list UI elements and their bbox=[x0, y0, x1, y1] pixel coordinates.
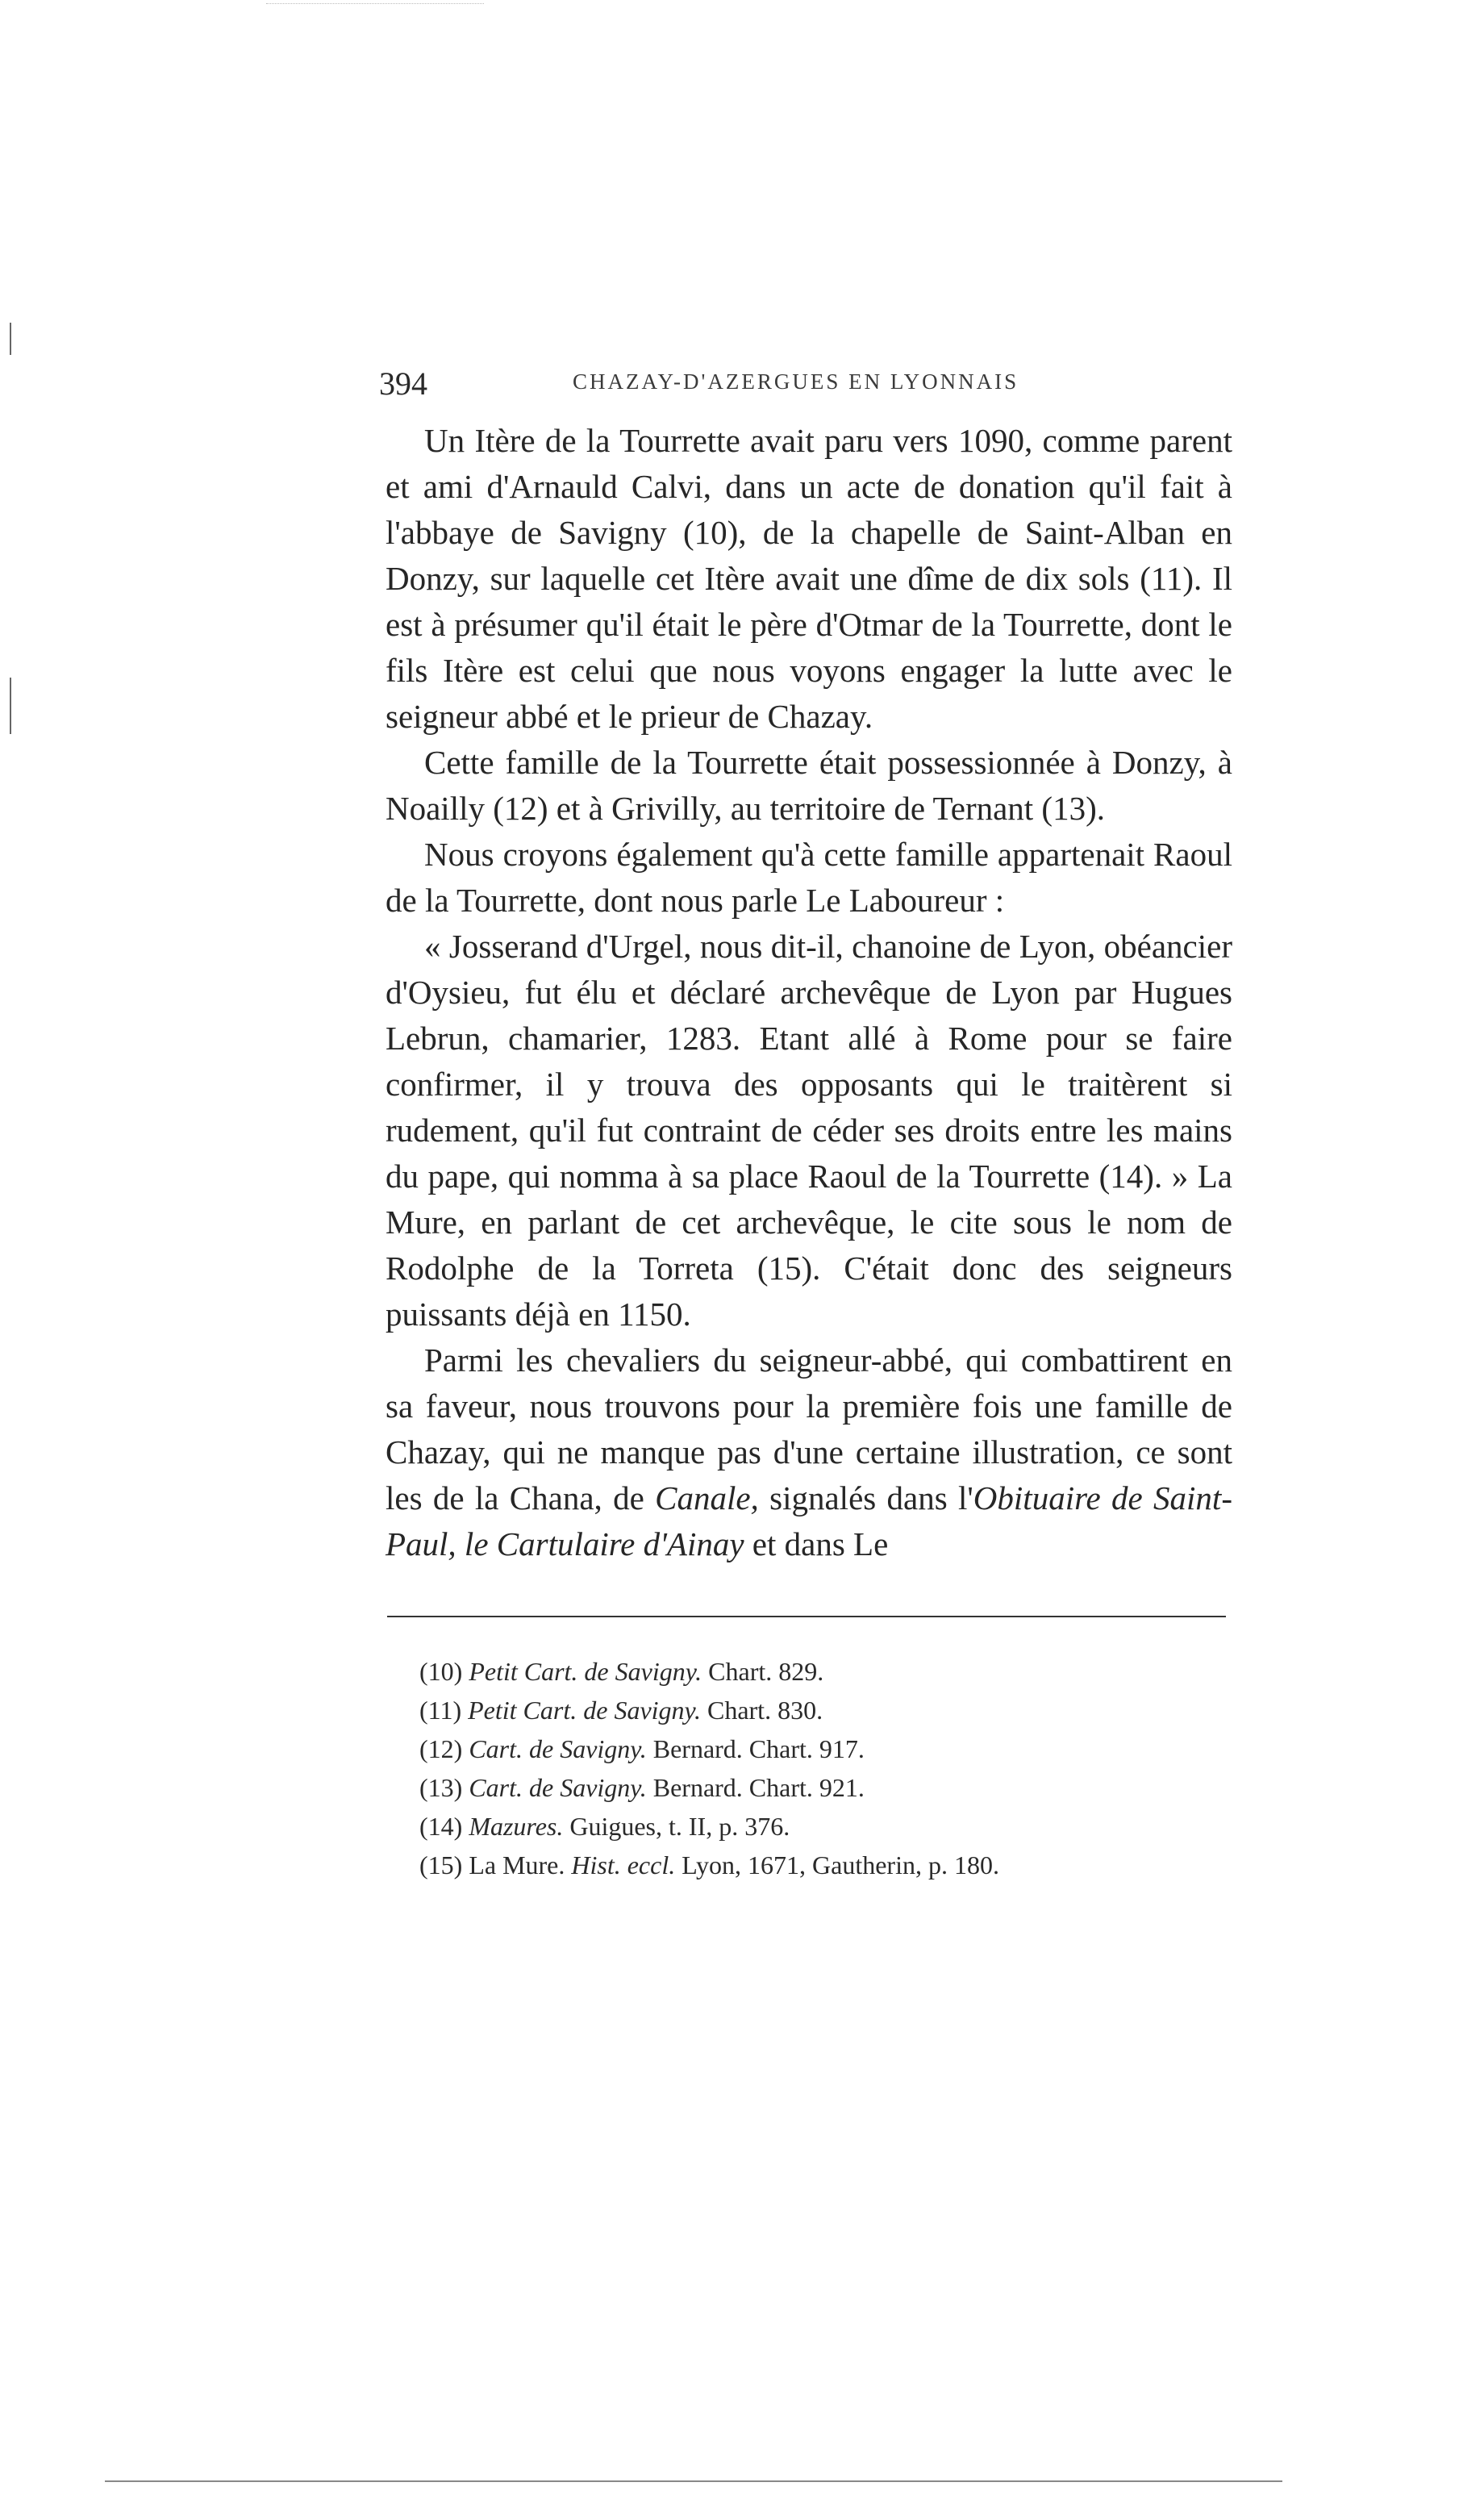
paragraph-1 bbox=[386, 418, 1232, 740]
paragraph-1-text: Un Itère de la Tourrette avait paru vers 1090, comme parent et ami d'Arnauld Calvi, dans un acte de donation qu'il fait à l'abbaye de Savigny (10), de la chapelle de Saint-Alban en Donzy, sur laquelle cet Itère avait une dîme de dix sols (11). Il est à présumer qu'il était le père d'Otmar de la Tourrette, dont le fils Itère est celui que nous voyons engager la lutte avec le seigneur abbé et le prieur de Chazay. bbox=[386, 422, 1232, 735]
scan-bottom-edge bbox=[105, 2480, 1282, 2482]
footnote-number: (11) bbox=[419, 1696, 462, 1725]
paragraph-4-text: « Josserand d'Urgel, nous dit-il, chanoine de Lyon, obéancier d'Oysieu, fut élu et déclaré archevêque de Lyon par Hugues Lebrun, chamarier, 1283. Etant allé à Rome pour se faire confirmer, il y trouva des opposants qui le traitèrent si rudement, qu'il fut contraint de céder ses droits entre les mains du pape, qui nomma à sa place Raoul de la Tourrette (14). » La Mure, en parlant de cet archevêque, le cite sous le nom de Rodolphe de la Torreta (15). C'était donc des seigneurs puissants déjà en 1150. bbox=[386, 928, 1232, 1333]
footnote-title: Hist. eccl. bbox=[571, 1850, 676, 1879]
footnote-title: Mazures. bbox=[469, 1812, 564, 1841]
footnote-number: (15) bbox=[419, 1850, 463, 1879]
paragraph-5-text-3: et dans Le bbox=[744, 1525, 889, 1562]
footnote-detail: Bernard. Chart. 917. bbox=[646, 1734, 865, 1763]
running-head: CHAZAY-D'AZERGUES EN LYONNAIS bbox=[573, 369, 1019, 394]
italic-canale: Canale, bbox=[655, 1479, 759, 1517]
footnote-number: (12) bbox=[419, 1734, 463, 1763]
footnote-13 bbox=[419, 1768, 1226, 1807]
footnote-title: Petit Cart. de Savigny. bbox=[468, 1696, 701, 1725]
footnote-author: La Mure. bbox=[469, 1850, 572, 1879]
footnote-number: (13) bbox=[419, 1773, 463, 1802]
footnote-11 bbox=[419, 1691, 1226, 1729]
footnote-detail: Chart. 829. bbox=[702, 1657, 824, 1686]
footnote-detail: Lyon, 1671, Gautherin, p. 180. bbox=[675, 1850, 999, 1879]
footnote-detail: Guigues, t. II, p. 376. bbox=[563, 1812, 790, 1841]
footnote-14 bbox=[419, 1807, 1226, 1846]
footnote-title: Cart. de Savigny. bbox=[469, 1734, 647, 1763]
body-text bbox=[386, 418, 1232, 1567]
scan-margin-mark bbox=[10, 323, 11, 355]
footnote-number: (10) bbox=[419, 1657, 463, 1686]
page-number: 394 bbox=[379, 365, 427, 402]
paragraph-4 bbox=[386, 924, 1232, 1337]
footnote-title: Petit Cart. de Savigny. bbox=[469, 1657, 702, 1686]
footnote-number: (14) bbox=[419, 1812, 463, 1841]
footnote-10 bbox=[419, 1652, 1226, 1691]
scan-edge-mark bbox=[266, 3, 484, 4]
footnote-15 bbox=[419, 1846, 1226, 1884]
paragraph-3-text: Nous croyons également qu'à cette famille appartenait Raoul de la Tourrette, dont nous parle Le Laboureur : bbox=[386, 836, 1232, 919]
page-header bbox=[379, 365, 1250, 405]
paragraph-5-text: Parmi les chevaliers du seigneur-abbé, qui combattirent en sa faveur, nous trouvons pour la première fois une famille de Chazay, qui ne manque pas d'une certaine illustration, ce sont les de la Chana, de bbox=[386, 1341, 1232, 1517]
scan-margin-mark bbox=[10, 678, 11, 734]
footnote-title: Cart. de Savigny. bbox=[469, 1773, 647, 1802]
paragraph-5-text-2: signalés dans l' bbox=[758, 1479, 973, 1517]
italic-sources: Obituaire de Saint-Paul, le Cartulaire d'Ainay bbox=[386, 1479, 1232, 1562]
paragraph-2-text: Cette famille de la Tourrette était possessionnée à Donzy, à Noailly (12) et à Grivilly, au territoire de Ternant (13). bbox=[386, 744, 1232, 827]
footnote-rule bbox=[387, 1616, 1226, 1617]
footnote-12 bbox=[419, 1729, 1226, 1768]
footnote-detail: Chart. 830. bbox=[700, 1696, 823, 1725]
footnotes bbox=[419, 1652, 1226, 1884]
paragraph-5 bbox=[386, 1337, 1232, 1567]
paragraph-3 bbox=[386, 832, 1232, 924]
footnote-detail: Bernard. Chart. 921. bbox=[646, 1773, 865, 1802]
paragraph-2 bbox=[386, 740, 1232, 832]
